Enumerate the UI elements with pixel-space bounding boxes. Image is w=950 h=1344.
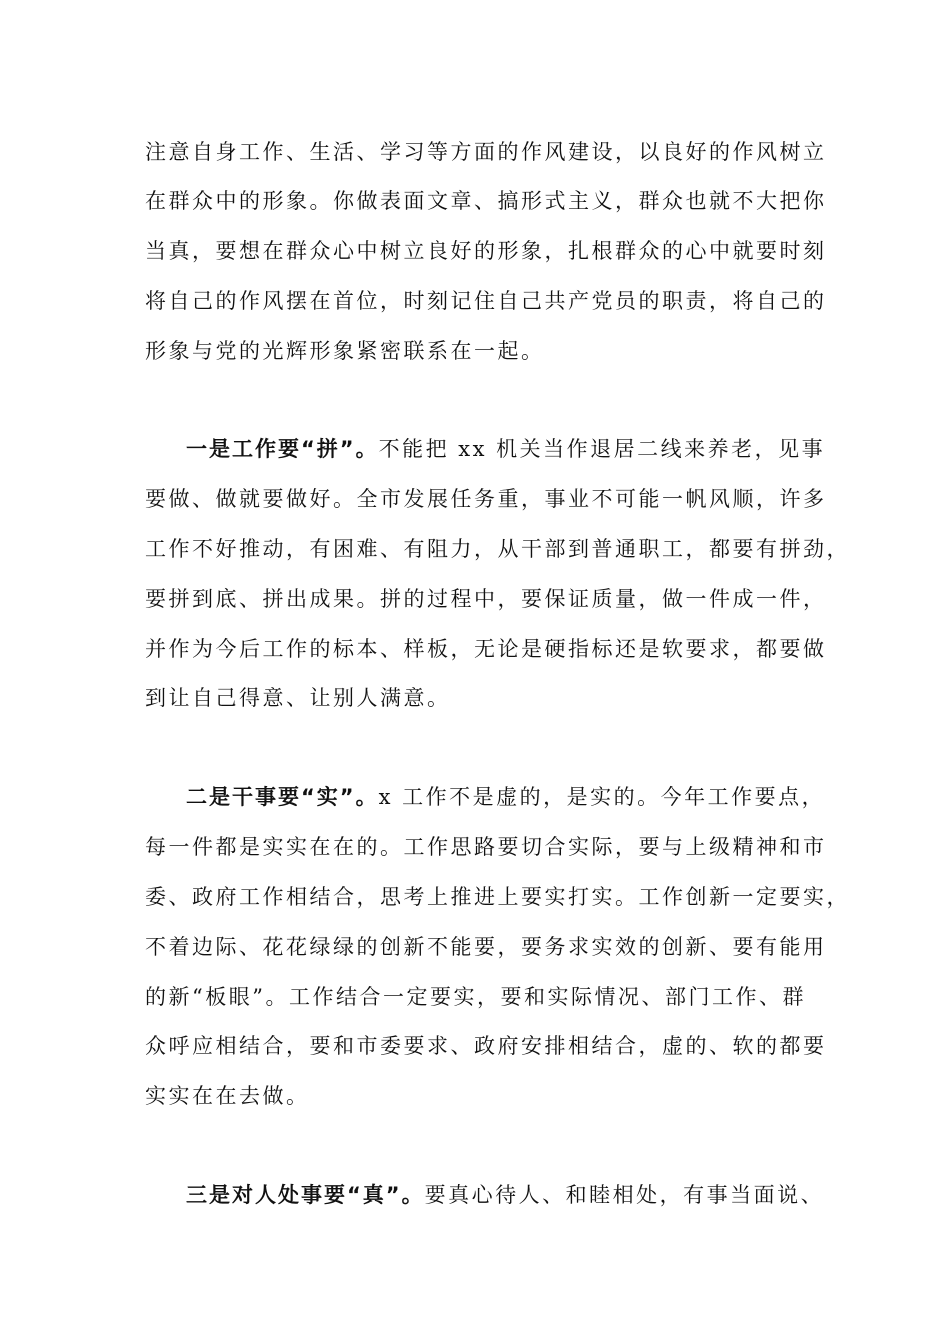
section1-first-text: 不能把 xx 机关当作退居二线来养老，见事 (378, 437, 826, 461)
intro-line-3: 当真，要想在群众心中树立良好的形象，扎根群众的心中就要时刻 (145, 239, 827, 263)
section1-line-2: 要做、做就要做好。全市发展任务重，事业不可能一帆风顺，许多 (145, 487, 827, 511)
section2-line-7: 实实在在去做。 (145, 1084, 310, 1108)
section3-first-text: 要真心待人、和睦相处，有事当面说、 (424, 1183, 825, 1207)
section1-first-line (186, 434, 825, 464)
section2-line-4: 不着边际、花花绿绿的创新不能要，要务求实效的创新、要有能用 (145, 935, 827, 959)
intro-line-1: 注意自身工作、生活、学习等方面的作风建设，以良好的作风树立 (145, 140, 827, 164)
section2-line-3: 委、政府工作相结合，思考上推进上要实打实。工作创新一定要实， (145, 885, 850, 909)
section1-line-3: 工作不好推动，有困难、有阻力，从干部到普通职工，都要有拼劲， (145, 537, 850, 561)
section2-line-6: 众呼应相结合，要和市委要求、政府安排相结合，虚的、软的都要 (145, 1034, 827, 1058)
intro-line-4: 将自己的作风摆在首位，时刻记住自己共产党员的职责，将自己的 (145, 289, 827, 313)
section1-line-4: 要拼到底、拼出成果。拼的过程中，要保证质量，做一件成一件， (145, 587, 827, 611)
intro-line-5: 形象与党的光辉形象紧密联系在一起。 (145, 339, 545, 363)
section1-line-6: 到让自己得意、让别人满意。 (145, 686, 451, 710)
section2-first-text: x 工作不是虚的，是实的。今年工作要点， (378, 785, 826, 809)
section2-first-line (186, 782, 825, 812)
section1-line-5: 并作为今后工作的标本、样板，无论是硬指标还是软要求，都要做 (145, 637, 827, 661)
section2-heading: 二是干事要“实”。 (186, 785, 379, 809)
section3-first-line (186, 1180, 824, 1210)
section1-heading: 一是工作要“拼”。 (186, 437, 379, 461)
section2-line-5: 的新“板眼”。工作结合一定要实，要和实际情况、部门工作、群 (145, 985, 806, 1009)
intro-line-2: 在群众中的形象。你做表面文章、搞形式主义，群众也就不大把你 (145, 189, 827, 213)
section3-heading: 三是对人处事要“真”。 (186, 1183, 425, 1207)
section2-line-2: 每一件都是实实在在的。工作思路要切合实际，要与上级精神和市 (145, 835, 827, 859)
